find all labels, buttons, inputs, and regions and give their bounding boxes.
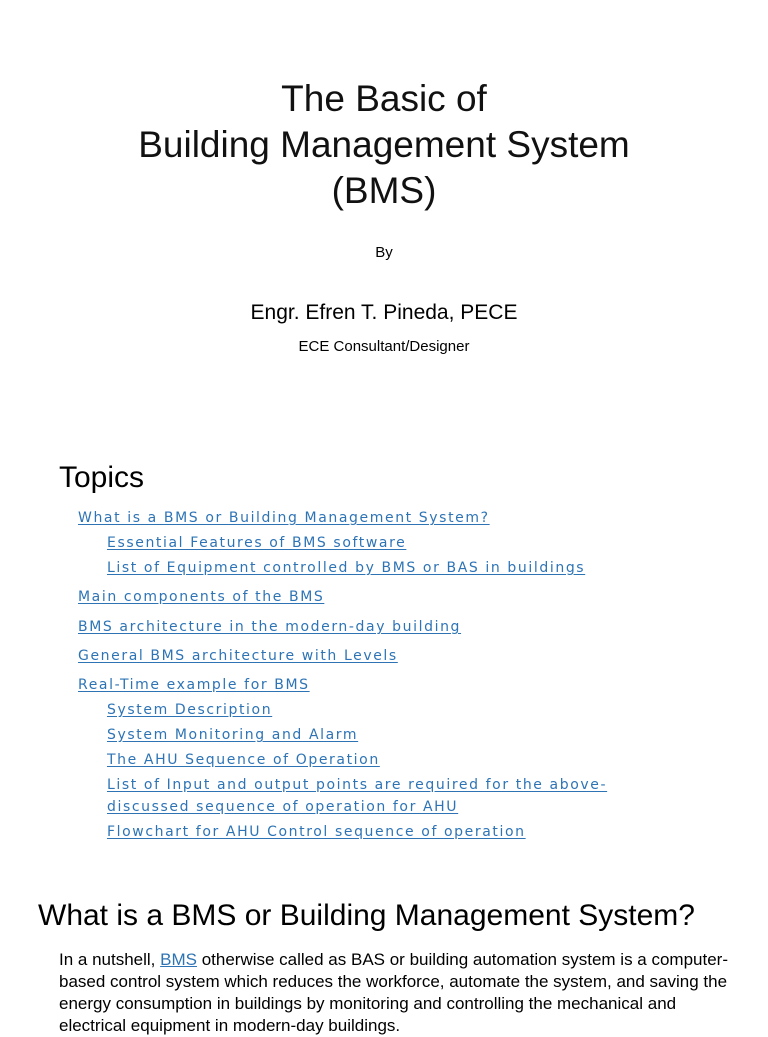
title-line: (BMS) — [331, 170, 437, 211]
title-line: Building Management System — [138, 124, 630, 165]
toc-link[interactable]: Essential Features of BMS software — [107, 535, 407, 551]
toc-item — [107, 724, 358, 746]
toc-link[interactable]: Main components of the BMS — [78, 589, 325, 605]
title-line: The Basic of — [281, 78, 487, 119]
topics-heading: Topics — [59, 461, 145, 494]
toc-link[interactable]: Real-Time example for BMS — [78, 677, 310, 693]
bms-link[interactable]: BMS — [160, 950, 197, 969]
toc-link[interactable]: System Monitoring and Alarm — [107, 727, 359, 743]
toc-link[interactable]: discussed sequence of operation for AHU — [107, 799, 459, 815]
toc-item — [78, 674, 310, 696]
toc-item — [107, 532, 406, 554]
toc-link[interactable]: List of Input and output points are required for the above- — [107, 777, 608, 793]
toc-item — [107, 557, 585, 579]
toc-link[interactable]: What is a BMS or Building Management System? — [78, 510, 490, 526]
toc-item — [78, 507, 490, 529]
toc-item — [78, 586, 324, 608]
toc-link[interactable]: The AHU Sequence of Operation — [107, 752, 380, 768]
section-heading: What is a BMS or Building Management System? — [38, 899, 695, 932]
paragraph-text: otherwise called as BAS or building automation system is a computer-based control system which reduces the workforce, automate the system, and saving the energy consumption in buildings by monitoring and controlling the mechanical and electrical equipment in modern-day buildings. — [59, 950, 728, 1035]
toc-item — [107, 749, 380, 771]
author-name: Engr. Efren T. Pineda, PECE — [250, 301, 518, 324]
toc-item — [107, 699, 272, 721]
paragraph-text: In a nutshell, — [59, 950, 161, 969]
toc-link[interactable]: Flowchart for AHU Control sequence of operation — [107, 824, 526, 840]
toc-item — [78, 645, 398, 667]
toc-link[interactable]: General BMS architecture with Levels — [78, 648, 398, 664]
by-label: By — [375, 244, 393, 261]
toc-link[interactable]: BMS architecture in the modern-day building — [78, 619, 462, 635]
toc-item — [78, 616, 461, 638]
toc-link[interactable]: System Description — [107, 702, 273, 718]
toc-link[interactable]: List of Equipment controlled by BMS or BAS in buildings — [107, 560, 586, 576]
toc-item — [107, 774, 607, 796]
toc-item — [107, 821, 526, 843]
author-role: ECE Consultant/Designer — [298, 338, 470, 355]
toc-item — [107, 796, 458, 818]
